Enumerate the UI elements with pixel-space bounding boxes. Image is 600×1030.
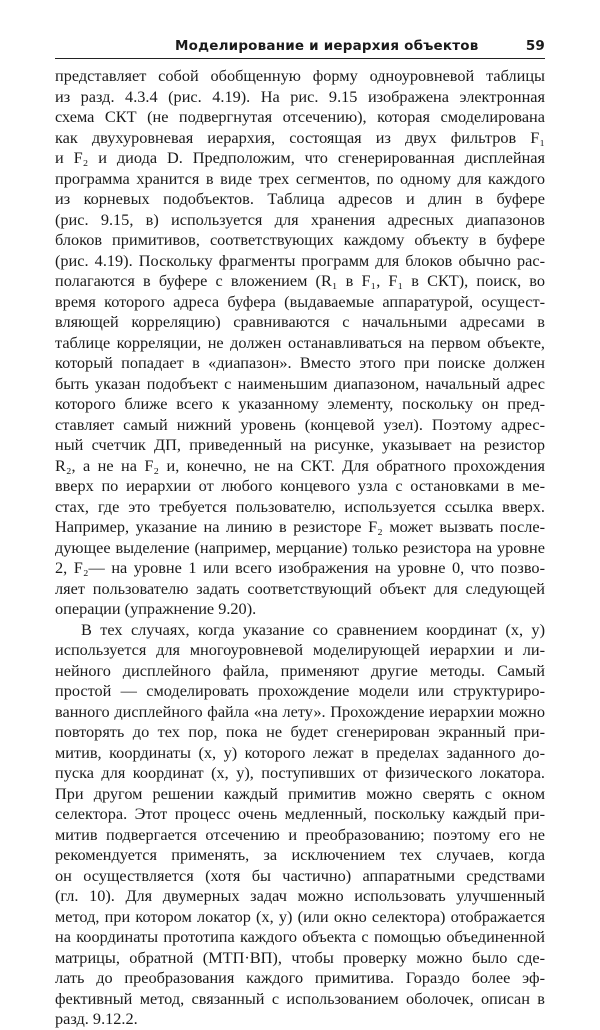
text-line: митив, координаты (x, y) которого лежат в пределах заданного до- [55, 742, 545, 762]
text-line: ставляет самый нижний уровень (концевой узел). Поэтому адрес- [55, 414, 545, 434]
text-line: метод, при котором локатор (x, y) (или окно селектора) отображается [55, 906, 545, 926]
text-line: пуска для координат (x, y), поступивших от физического локатора. [55, 763, 545, 782]
text-line: ный счетчик ДП, приведенный на рисунке, указывает на резистор [55, 435, 545, 454]
header-rule [55, 58, 545, 59]
text-line: лать до преобразования каждого примитива. Гораздо более эф- [55, 968, 545, 987]
text-line: программа хранится в виде трех сегментов, по одному для каждого [55, 168, 545, 188]
text-line: повторять до тех пор, пока не будет сгенерирован экранный при- [55, 722, 545, 741]
text-line: время которого адреса буфера (выдаваемые аппаратурой, осущест- [55, 291, 545, 311]
text-line: дующее выделение (например, мерцание) только резистора на уровне [55, 537, 545, 557]
text-line: представляет собой обобщенную форму одноуровневой таблицы [55, 66, 545, 85]
text-line: простой — смоделировать прохождение модели или структуриро- [55, 681, 545, 700]
text-line: и F₂ и диода D. Предположим, что сгенерированная дисплейная [55, 148, 545, 167]
text-line: фективный метод, связанный с использованием оболочек, описан в [55, 988, 545, 1008]
text-line: При другом решении каждый примитив можно сверять с окном [55, 783, 545, 803]
text-line: используется для многоуровневой моделирующей иерархии и ли- [55, 640, 545, 659]
body-text [55, 66, 545, 1030]
text-line: рекомендуется применять, за исключением тех случаев, когда [55, 845, 545, 864]
text-line: он осуществляется (хотя бы частично) аппаратными средствами [55, 865, 545, 885]
text-line: полагаются в буфере с вложением (R₁ в F₁, F₁ в СКТ), поиск, во [55, 271, 545, 290]
text-line: (рис. 4.19). Поскольку фрагменты программ для блоков обычно рас- [55, 250, 545, 270]
text-line: которого ближе всего к указанному элементу, поскольку он пред- [55, 394, 545, 413]
text-line: быть указан подобъект с наименьшим диапазоном, начальный адрес [55, 373, 545, 393]
text-line: на координаты прототипа каждого объекта с помощью объединенной [55, 927, 545, 946]
text-line: 2, F₂— на уровне 1 или всего изображения на уровне 0, что позво- [55, 558, 545, 577]
text-line: матрицы, обратной (МТП·ВП), чтобы проверку можно было сде- [55, 947, 545, 967]
text-line: ванного дисплейного файла «на лету». Прохождение иерархии можно [55, 701, 545, 721]
text-line: схема СКТ (не подвергнутая отсечению), которая смоделирована [55, 107, 545, 126]
paragraph-1 [55, 66, 545, 620]
text-line: из разд. 4.3.4 (рис. 4.19). На рис. 9.15 изображена электронная [55, 86, 545, 106]
text-line: В тех случаях, когда указание со сравнением координат (x, y) [81, 619, 545, 639]
text-line: вверх по иерархии от любого концевого узла с остановками в ме- [55, 476, 545, 495]
text-line: как двухуровневая иерархия, состоящая из двух фильтров F₁ [55, 127, 545, 147]
page-number: 59 [525, 38, 545, 54]
paragraph-2 [55, 620, 545, 1030]
text-line: который попадает в «диапазон». Вместо этого при поиске должен [55, 353, 545, 372]
text-line: Например, указание на линию в резисторе F₂ может вызвать после- [55, 517, 545, 536]
text-line: операции (упражнение 9.20). [55, 599, 257, 618]
text-line: блоков примитивов, соответствующих каждому объекту в буфере [55, 230, 545, 249]
text-line: (гл. 10). Для двумерных задач можно использовать улучшенный [55, 886, 545, 905]
text-line: ляет пользователю задать соответствующий объект для следующей [55, 578, 545, 598]
text-line: из корневых подобъектов. Таблица адресов и длин в буфере [55, 189, 545, 208]
text-line: таблице корреляции, не должен останавливаться на первом объекте, [55, 332, 545, 352]
text-line: R₂, а не на F₂ и, конечно, не на СКТ. Для обратного прохождения [55, 455, 545, 475]
text-line: вляющей корреляцию) сравниваются с начальными адресами в [55, 312, 545, 331]
text-line: нейного дисплейного файла, применяют другие методы. Самый [55, 660, 545, 680]
text-line: селектора. Этот процесс очень медленный, поскольку каждый при- [55, 804, 545, 823]
text-line: стах, где это требуется пользователю, используется ссылка вверх. [55, 496, 545, 516]
text-line: (рис. 9.15, в) используется для хранения адресных диапазонов [55, 209, 545, 229]
running-header-title: Моделирование и иерархия объектов [175, 38, 479, 54]
text-line: разд. 9.12.2. [55, 1009, 138, 1028]
text-line: митив подвергается отсечению и преобразованию; поэтому его не [55, 824, 545, 844]
